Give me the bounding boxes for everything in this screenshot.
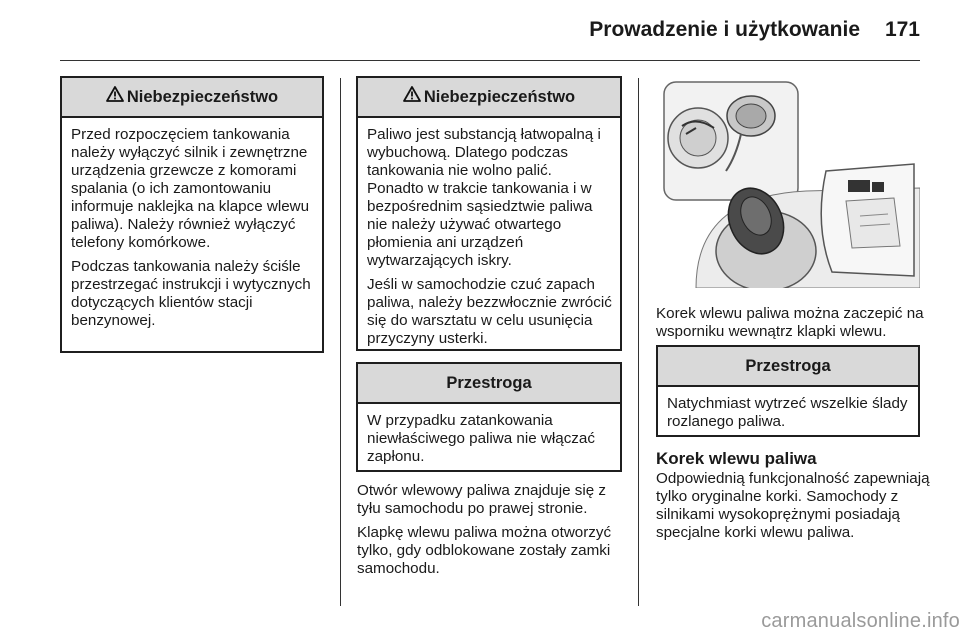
- body-text-filler-location: [357, 482, 627, 578]
- warning-paragraph: Podczas tankowania należy ściśle przestrzegać instrukcji i wytycznych dotyczących klientów stacji benzynowej.: [71, 258, 311, 329]
- warning-triangle-icon: [106, 86, 124, 107]
- warning-paragraph: Przed rozpoczęciem tankowania należy wyłączyć silnik i zewnętrzne urządzenia grzewcze z komorami spalania (o ich zamontowaniu informuje naklejka na klapce wlewu paliwa). Należy również wyłączyć telefony komórkowe.: [71, 126, 310, 251]
- warning-paragraph: Paliwo jest substancją łatwopalną i wybuchową. Dlatego podczas tankowania nie wolno palić. Ponadto w trakcie tankowania i w bezpośrednim sąsiedztwie paliwa nie należy używać otwartego płomienia ani urządzeń wytwarzających iskry.: [367, 126, 601, 269]
- warning-box-header: [358, 78, 620, 118]
- caution-box-header: [358, 364, 620, 404]
- section-heading-fuel-cap: Korek wlewu paliwa: [656, 449, 817, 468]
- fuel-filler-cap-illustration: [656, 76, 920, 288]
- warning-box-heading: Niebezpieczeństwo: [126, 87, 279, 106]
- caution-box-heading: Przestroga: [446, 373, 532, 392]
- page-title: Prowadzenie i użytkowanie: [589, 18, 860, 41]
- warning-paragraph: Jeśli w samochodzie czuć zapach paliwa, należy bezzwłocznie zwrócić się do warsztatu w celu usunięcia przyczyny usterki.: [367, 276, 612, 347]
- warning-box-flammable: [356, 76, 622, 351]
- caution-box-heading: Przestroga: [745, 356, 831, 375]
- column-divider-2: [638, 78, 639, 606]
- warning-box-fuel-safety: [60, 76, 324, 353]
- warning-box-heading: Niebezpieczeństwo: [423, 87, 576, 106]
- caution-box-wrong-fuel: [356, 362, 622, 472]
- caution-paragraph: W przypadku zatankowania niewłaściwego paliwa nie włączać zapłonu.: [367, 412, 595, 465]
- column-divider-1: [340, 78, 341, 606]
- caution-paragraph: Natychmiast wytrzeć wszelkie ślady rozlanego paliwa.: [667, 395, 908, 430]
- page-number: 171: [884, 18, 920, 41]
- warning-box-header: [62, 78, 322, 118]
- watermark: carmanualsonline.info: [761, 610, 960, 632]
- header-rule: [60, 60, 920, 61]
- figure-caption: Korek wlewu paliwa można zaczepić na wsporniku wewnątrz klapki wlewu.: [656, 305, 924, 340]
- caution-box-header: [658, 347, 918, 387]
- body-paragraph: Otwór wlewowy paliwa znajduje się z tyłu samochodu po prawej stronie.: [357, 482, 607, 517]
- caution-box-spilled-fuel: [656, 345, 920, 437]
- warning-triangle-icon: [403, 86, 421, 107]
- body-paragraph: Klapkę wlewu paliwa można otworzyć tylko, gdy odblokowane zostały zamki samochodu.: [357, 524, 612, 577]
- section-body-fuel-cap: Odpowiednią funkcjonalność zapewniają tylko oryginalne korki. Samochody z silnikami wysokoprężnymi posiadają specjalne korki wlewu paliwa.: [656, 470, 930, 541]
